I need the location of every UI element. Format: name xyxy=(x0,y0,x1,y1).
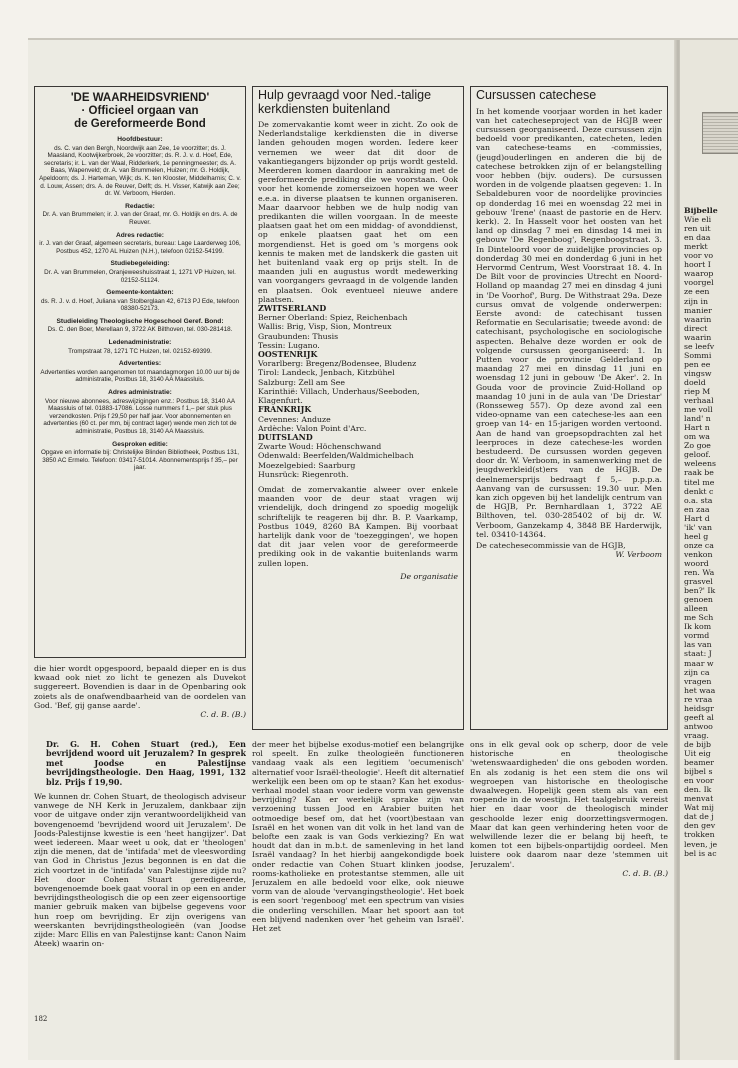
right-column-line: grasvel xyxy=(684,577,713,587)
right-column-line: Hart d xyxy=(684,513,710,523)
help-wanted-title: Hulp gevraagd voor Ned.-talige kerkdiensten buitenland xyxy=(258,88,432,116)
right-column-line: den. Ik xyxy=(684,785,712,795)
colophon-section xyxy=(39,441,241,472)
colophon-box xyxy=(34,86,246,658)
right-column-line: vormd xyxy=(684,631,710,641)
right-column-line: se leefv xyxy=(684,341,715,351)
catechism-body xyxy=(476,107,662,560)
right-column-line: titel me xyxy=(684,477,715,487)
region-line: Tessin: Lugano. xyxy=(258,340,320,350)
region-line: Berner Oberland: Spiez, Reichenbach xyxy=(258,313,408,323)
right-column-line: het waa xyxy=(684,685,716,695)
right-column-line: Zo goe xyxy=(684,441,711,451)
colophon-section xyxy=(39,339,241,355)
region-line: Vorarlberg: Bregenz/Bodensee, Bludenz xyxy=(258,359,417,369)
region-line: Tirol: Landeck, Jenbach, Kitzbühel xyxy=(258,368,395,378)
review-heading: Dr. G. H. Cohen Stuart (red.), Een bevrijdend woord uit Jeruzalem? In gesprek met Joodse en Palestijnse bevrijdingstheologie. Den Haag, 1991, 132 blz. Prijs f 19,90. xyxy=(46,740,246,787)
review-text-3: ons in elk geval ook op scherp, door de vele historische en theologische 'wetenswaardigheden' die ons geboden worden. En als zodanig is het een stem die ons wil wegroepen van historische en theologische dwaalwegen. Hopelijk geen stem als van een roepende in de woestijn. Het taalgebruik vereist hier en daar voor de theologisch minder geschoolde lezer enig doorzettingsvermogen. Maar dat kan geen verhindering heten voor de welwillende lezer die er belang bij heeft, te komen tot een bijbels-onpartijdig oordeel. Men luistere ook daarom naar deze 'stemmen uit Jeruzalem'. xyxy=(470,740,668,869)
right-column-line: Wat mij xyxy=(684,803,714,813)
review-column-1 xyxy=(34,792,246,1012)
catechism-box xyxy=(470,86,668,730)
colophon-section xyxy=(39,289,241,313)
colophon-sections xyxy=(39,136,241,472)
help-wanted-outro: Omdat de zomervakantie alweer over enkele maanden voor de deur staat vragen wij vriendelijk, doch dringend zo spoedig mogelijk schriftelijk te reageren bij dhr. B. P. Vaarkamp, Postbus 1049, 8260 BA Kampen. Bij voorbaat hartelijk dank voor de 'toezeggingen', we hopen dat dit jaar velen voor de gereformeerde prediking ook in de vakantie buitenlands warm zullen lopen. xyxy=(258,484,458,568)
right-page xyxy=(680,40,738,1060)
right-column-line: waarin xyxy=(684,332,712,342)
image-placeholder xyxy=(702,112,738,154)
review-text-1: We kunnen dr. Cohen Stuart, de theologisch adviseur vanwege de NH Kerk in Jeruzalem, dankbaar zijn voor de uitgave onder zijn verantwoordelijkheid van bovengenoemd 'bevrijdend woord uit Jeruzalem'. De Joods-Palestijnse kwestie is een 'heet hangijzer'. Dat weet iedereen. Maar weet u ook, dat er 'theologen' zijn die menen, dat de 'intifada' met de vleeswording van God in Christus Jezus begonnen is en dat die zich voortzet in de 'intifada' van Palestijnse zijde nu? Het door Cohen Stuart geredigeerde, bovengenoemde boek gaat vooral in op een en ander bevrijdingstheologisch die op een zeer eigensoortige manier gebruik maken van bijbelse gegevens voor hun roep om bevrijding. Er zijn overigens van weerskanten bevrijdingstheologieën (van Joodse zijde: Marc Ellis en van Palestijnse kant: Canon Naim Ateek) waarin on- xyxy=(34,792,246,949)
colophon-section-text: Ds. C. den Boer, Merellaan 9, 3722 AK Bilthoven, tel. 030-281418. xyxy=(47,326,233,334)
region-heading: ZWITSERLAND xyxy=(258,304,327,314)
review-signature: C. d. B. (B.) xyxy=(622,868,668,878)
right-column-line: geloof. xyxy=(684,450,711,460)
colophon-section xyxy=(39,389,241,436)
right-column-line: maar w xyxy=(684,658,714,668)
right-column-line: re vraa xyxy=(684,694,713,704)
right-column-line: voorgel xyxy=(684,278,714,288)
right-column-line: las van xyxy=(684,640,712,650)
right-column-line: raak be xyxy=(684,468,714,478)
right-column-line: 'ik' van xyxy=(684,522,713,532)
colophon-section-heading: Adres redactie: xyxy=(115,231,164,239)
right-column-line: Uit eig xyxy=(684,749,711,758)
right-column-line: antwoo xyxy=(684,721,713,731)
right-column-line: Ik kom xyxy=(684,622,712,632)
right-column-line: staat: J xyxy=(684,649,712,659)
right-column-line: weleens xyxy=(684,459,717,469)
right-column-line: ren. Wa xyxy=(684,568,715,577)
catechism-signature-1: De catechesecommissie van de HGJB, xyxy=(476,541,626,551)
region-line: Moezelgebied: Saarburg xyxy=(258,460,356,470)
right-column-line: o.a. sta xyxy=(684,495,713,505)
review-column-2 xyxy=(252,740,464,1012)
right-column-line: verhaal xyxy=(684,396,714,406)
review-text-2: der meer het bijbelse exodus-motief een belangrijke rol speelt. En zulke theologieën functioneren vandaag vaak als een legitiem 'oecumenisch' alternatief voor Israël-theologie'. Heeft dit alternatief werkelijk een been om op te staan? Kan het exodus-verhaal model staan voor iedere vorm van gewenste bevrijding? Kan er werkelijk sprake zijn van verzoening tussen Jood en Arabier buiten het ootmoedige besef om, dat het (voort)bestaan van Israël en het wonen van dit volk in het land van de belofte een zaak is van Gods verkiezing? En wat houdt dat dan in m.b.t. de samenleving in het land Israël vandaag? In het hierbij aangekondigde boek onder redactie van Cohen Stuart klinken joodse, rooms-katholieke en protestantse stemmen, alle uit Jeruzalem en alle bedoeld voor elke, ook nieuwe vorm van de aloude 'vervangingstheologie'. Het boek is een soort 'regenboog' met een spectrum van visies die onderling verschillen. Maar het spoort aan tot een blijvend nadenken over 'het geheim van Israël'. Het zet xyxy=(252,740,464,934)
help-wanted-box xyxy=(252,86,464,730)
right-column-line: trokken xyxy=(684,830,715,840)
right-column-line: Bijbelle xyxy=(684,206,718,215)
right-column-line: alleen xyxy=(684,604,708,614)
region-line: Salzburg: Zell am See xyxy=(258,377,346,387)
region-line: Ardèche: Valon Point d'Arc. xyxy=(258,423,367,433)
colophon-section-text: Advertenties worden aangenomen tot maandagmorgen 10.00 uur bij de administratie, Postbus 18, 3140 AA Maassluis. xyxy=(40,368,240,384)
right-column-line: ben?' Ik xyxy=(684,586,716,596)
right-column-line: me Sch xyxy=(684,613,714,623)
region-line: Graubunden: Thusis xyxy=(258,331,339,341)
colophon-section-text: Voor nieuwe abonnees, adreswijzigingen enz.: Postbus 18, 3140 AA Maassluis of tel. 01883-17086. Losse nummers f 1,– per stuk plus verzendkosten. Prijs f 29,50 per half jaar. Voor abonnementen en advertenties (60 ct. per mm, bij contract lager) wende men zich tot de administratie, Postbus 18, 3140 AA Maassluis. xyxy=(43,397,237,435)
right-column-line: vingsw xyxy=(684,368,712,378)
right-column-line: denkt c xyxy=(684,486,714,496)
region-line: Odenwald: Beerfelden/Waldmichelbach xyxy=(258,451,414,461)
colophon-title-3: de Gereformeerde Bond xyxy=(74,118,206,130)
catechism-signature-2: W. Verboom xyxy=(615,550,662,560)
right-column-line: merkt xyxy=(684,242,708,252)
help-wanted-body xyxy=(258,120,458,581)
colophon-title-1: 'DE WAARHEIDSVRIEND' xyxy=(70,92,210,104)
colophon-section-heading: Studiebegeleiding: xyxy=(110,260,170,268)
right-column-line: riep M xyxy=(684,387,711,396)
right-column-line: waarop xyxy=(684,269,714,279)
colophon-section-heading: Adres administratie: xyxy=(108,389,172,397)
colophon-section-heading: Redactie: xyxy=(125,202,155,210)
right-column-line: zijn ca xyxy=(684,667,710,677)
right-column-line: geeft al xyxy=(684,712,714,722)
right-column-line: heel g xyxy=(684,531,709,541)
colophon-section-text: Dr. A. van Brummelen, Oranjeweeshuisstraat 1, 1271 VP Huizen, tel. 02152-51124. xyxy=(44,268,236,284)
right-column-line: onze ca xyxy=(684,540,714,550)
right-column-line: beamer xyxy=(684,758,714,768)
right-column-line: en zaa xyxy=(684,504,710,514)
right-column-line: woord xyxy=(684,558,709,568)
region-heading: OOSTENRIJK xyxy=(258,350,318,360)
region-line: Zwarte Woud: Höchenschwand xyxy=(258,442,382,452)
right-column-line: Wie eli xyxy=(684,215,712,225)
colophon-section xyxy=(39,203,241,227)
right-column-line: direct xyxy=(684,323,708,333)
right-column-line: bel is ac xyxy=(684,848,717,858)
colophon-section-heading: Hoofdbestuur: xyxy=(117,136,163,143)
colophon-section-text: Trompstraat 78, 1271 TC Huizen, tel. 02152-69399. xyxy=(68,347,212,355)
region-heading: FRANKRIJK xyxy=(258,405,312,415)
region-line: Hunsrück: Riegenroth. xyxy=(258,469,349,479)
continuation-text: die hier wordt opgespoord, bepaald dieper en is dus kwaad ook niet zo licht te genezen als Duvekot suggereert. Bovendien is daar in de Openbaring ook zoiets als de onafwendbaarheid van de oordelen van God. 'Bef, gij ganse aarde'. xyxy=(34,664,246,710)
review-column-3 xyxy=(470,740,668,908)
colophon-section-heading: Studieleiding Theologische Hogeschool Geref. Bond: xyxy=(56,317,224,325)
right-column-line: waarin xyxy=(684,314,712,324)
catechism-title: Cursussen catechese xyxy=(476,88,597,102)
review-heading-block xyxy=(34,740,246,790)
colophon-section-text: Opgave en informatie bij: Christelijke Blinden Bibliotheek, Postbus 131, 3850 AC Ermelo. Telefoon: 03417-51014. Abonnementsprijs f 35,– per jaar. xyxy=(40,449,240,472)
right-column-line: Sommi xyxy=(684,350,712,360)
region-line: Wallis: Brig, Visp, Sion, Montreux xyxy=(258,322,392,332)
colophon-section-text: ds. R. J. v. d. Hoef, Juliana van Stolberglaan 42, 6713 PJ Ede, telefoon 08380-52173. xyxy=(40,297,239,313)
right-column-line: heidsgr xyxy=(684,703,714,713)
right-column-line: pen ee xyxy=(684,359,711,369)
colophon-section xyxy=(39,318,241,334)
column-1-continuation xyxy=(34,664,246,726)
colophon-title-2: · Officieel orgaan van xyxy=(81,105,199,117)
right-column-line: ren uit xyxy=(684,224,711,234)
region-line: Cevennes: Anduze xyxy=(258,414,331,424)
right-column-line: dat de j xyxy=(684,812,714,822)
right-column-line: en voor xyxy=(684,776,714,786)
right-column-line: menvat xyxy=(684,794,714,804)
right-column-line: leven, je xyxy=(684,839,718,849)
right-column-line: de bijb xyxy=(684,739,711,749)
right-column-line: voor vo xyxy=(684,251,714,261)
right-column-line: genoen xyxy=(684,595,713,605)
colophon-section-heading: Ledenadministratie: xyxy=(108,339,172,347)
right-column-line: ze een xyxy=(684,287,710,297)
right-column-line: land' n xyxy=(684,414,711,424)
right-column-line: manier xyxy=(684,305,712,315)
colophon-section-heading: Advertenties: xyxy=(118,360,162,368)
colophon-section xyxy=(39,260,241,284)
help-wanted-signature: De organisatie xyxy=(400,571,458,581)
page-number: 182 xyxy=(34,1015,48,1023)
continuation-signature: C. d. B. (B.) xyxy=(200,710,246,720)
right-column-line: en daa xyxy=(684,233,711,243)
right-column-line: om wa xyxy=(684,432,710,442)
catechism-text: In het komende voorjaar worden in het kader van het catecheseproject van de HGJB weer cursussen georganiseerd. Deze cursussen zijn bedoeld voor predikanten, catecheten, leden van catechese-teams en -commissies, (jeugd)ouderlingen en anderen die bij de catechese betrokken zijn of er belangstelling voor hebben (bijv. ouders). De cursussen worden in de volgende plaatsen gegeven: 1. In Sebaldeburen voor de noordelijke provincies op donderdag 16 mei en woensdag 22 mei in gebouw 'Irene' (naast de pastorie en de Herv. kerk). 2. In Hasselt voor het oosten van het land op dinsdag 7 mei en dinsdag 14 mei in gebouw 'De Regenboog', Regenboogstraat. 3. In Dinteloord voor de zuidelijke provincies op donderdag 30 mei en donderdag 6 juni in het Hervormd Centrum, West Voorstraat 18. 4. In De Bilt voor de provincies Utrecht en Noord-Holland op maandag 27 mei en dinsdag 4 juni in 'De Voorhof', Burg. De Withstraat 29a. Deze cursus omvat de volgende onderwerpen: Eerste avond: de catechisant tussen Reformatie en Secularisatie; tweede avond: de catechisant, psychologische en sociologische aspecten. Behalve deze worden er ook de volgende cursussen georganiseerd: 1. In Putten voor de provincie Gelderland op maandag 27 mei en dinsdag 11 juni en woensdag 12 juni in gebouw 'De Aker'. 2. In Gouda voor de provincie Zuid-Holland op maandag 10 juni in de aula van 'De Driestar' (Ronsseweg 557). Op deze avond zal een video-opname van een catechese-les aan een groep van 14- en 15-jarigen worden vertoond. Aan de hand van groepsopdrachten zal het leerproces in deze catechese-les worden bestudeerd. De cursussen worden gegeven door dr. W. Verboom, in samenwerking met de jeugdwerkleid(st)ers van de HGJB. De deelnemersprijs bedraagt f 5,– p.p.p.a. Aanvang van de cursussen: 19.30 uur. Men kan zich opgeven bij het landelijk centrum van de HGJB, Pr. Bernhardlaan 1, 3722 AE Bilthoven, tel. 030-285402 of bij dr. W. Verboom, Ganzekamp 4, 3848 BE Harderwijk, tel. 03410-14364. xyxy=(476,106,662,539)
right-column-line: den gev xyxy=(684,821,716,831)
right-column-line: doeld xyxy=(684,377,706,387)
right-column-line: me voll xyxy=(684,405,713,415)
right-column-line: vragen xyxy=(684,676,712,686)
colophon-section xyxy=(39,360,241,384)
colophon-section-text: Dr. A. van Brummelen; ir. J. van der Graaf, mr. G. Holdijk en drs. A. de Reuver. xyxy=(42,211,238,226)
region-heading: DUITSLAND xyxy=(258,432,313,442)
colophon-section-heading: Gemeente-kontakten: xyxy=(106,289,174,297)
right-column-line: vraag. xyxy=(684,730,709,740)
region-line: Karinthië: Villach, Underhaus/Seeboden, Klagenfurt. xyxy=(258,386,420,406)
colophon-section-text: ds. C. van den Bergh, Noordwijk aan Zee, 1e voorzitter; ds. J. Maasland, Kootwijkerbroek, 2e voorzitter; ds. R. J. v. d. Hoef, Ede, secretaris; ir. L. van der Waal, Ridderkerk, 1e penningmeester; ds. A. Baas, Wapenveld; dr. A. van Brummelen, Huizen; mr. G. Holdijk, Apeldoorn; ds. J. Harteman, Wijk; ds. K. ten Klooster, Middelharnis; C. v. d. Louw, Assen; drs. A. de Reuver, Delft; ds. H. Visser, Katwijk aan Zee; dr. W. Verboom, Hierden. xyxy=(39,144,241,198)
colophon-section-text: ir. J. van der Graaf, algemeen secretaris, bureau: Lage Laarderweg 106, Postbus 452, 1270 AL Huizen (N.H.), telefoon 02152-54199. xyxy=(39,240,241,255)
colophon-section-heading: Gesproken editie: xyxy=(112,440,168,448)
region-list xyxy=(258,304,458,479)
colophon-section xyxy=(39,136,241,198)
colophon-section xyxy=(39,232,241,256)
right-column-line: hoort I xyxy=(684,260,711,270)
right-column-line: venkon xyxy=(684,549,713,559)
help-wanted-intro: De zomervakantie komt weer in zicht. Zo ook de Nederlandstalige kerkdiensten die in diverse landen gehouden mogen worden. Iedere keer vernemen we weer dat dit door de vakantiegangers bijzonder op prijs wordt gesteld. Meerderen komen daardoor in aanraking met de gereformeerde prediking die we voorstaan. Ook voor het komende zomerseizoen hopen we weer e.e.a. in diverse plaatsen te kunnen organiseren. Maar daarvoor hebben we de hulp nodig van predikanten die willen voorgaan. In de meeste plaatsen gaat het om een middag- of avonddienst, op enkele plaatsen gaat het om een morgendienst. Het is goed om 's morgens ook kennis te maken met de landskerk die gasten uit het buitenland vaak erg op prijs stelt. In de maanden juli en augustus wordt medewerking van voorgangers gevraagd in de volgende landen en plaatsen. Ook eventueel nieuwe andere plaatsen. xyxy=(258,120,458,304)
right-column-line: bijbel s xyxy=(684,767,713,777)
right-column-line: zijn in xyxy=(684,296,709,306)
right-column-line: Hart n xyxy=(684,423,710,433)
